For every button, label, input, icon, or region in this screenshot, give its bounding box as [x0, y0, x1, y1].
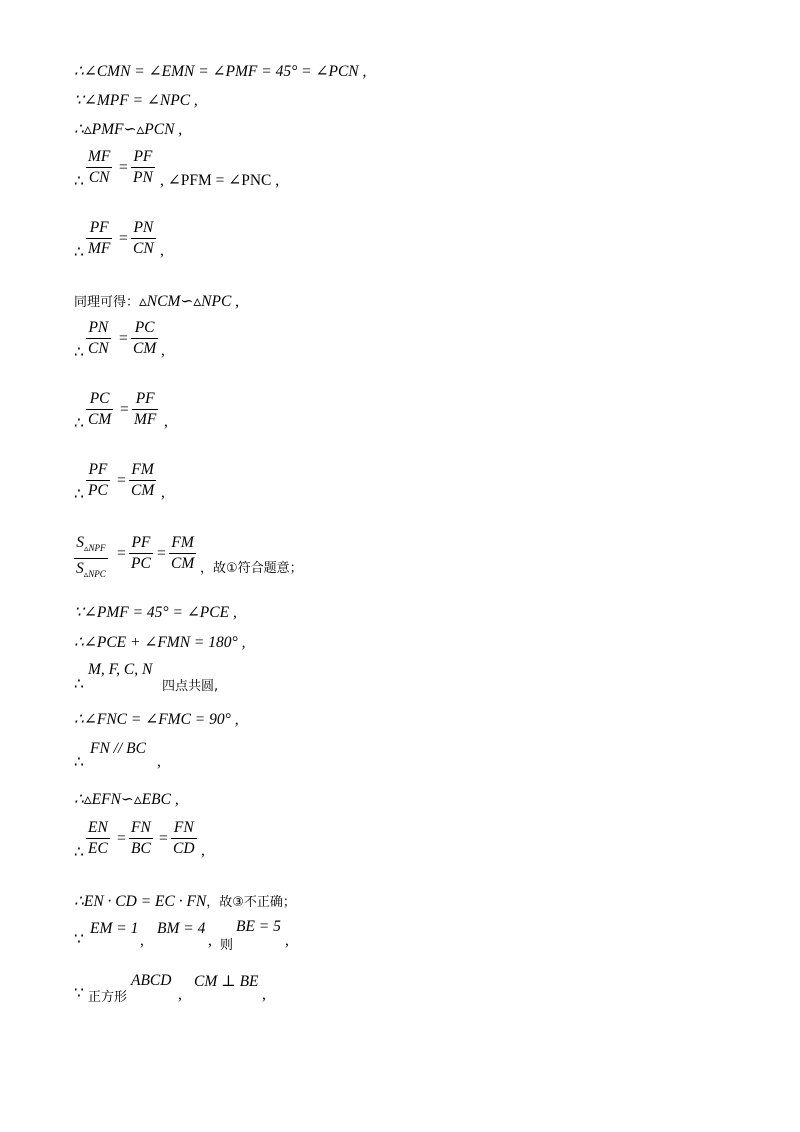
therefore-symbol: ∴ [74, 676, 84, 693]
proof-line-18: ∴EN · CD = EC · FN，故③不正确； [74, 893, 296, 910]
fraction: $\frac{EN}{EC}$ [88, 819, 108, 857]
because-symbol: ∵ [74, 931, 84, 948]
therefore-symbol: ∴ [74, 344, 84, 361]
fraction: $\frac{PF}{MF}$ [88, 219, 111, 257]
therefore-symbol: ∴ [74, 415, 84, 432]
fraction: $\frac{PF}{PC}$ [88, 461, 108, 499]
fraction: $\frac{PF}{MF}$ [134, 390, 157, 428]
fraction: $\frac{FM}{CM}$ [131, 461, 155, 499]
proof-line-12: ∴∠PCE + ∠FMN = 180° , [74, 634, 246, 651]
fraction: $\frac{MF}{CN}$ [88, 148, 111, 186]
therefore-symbol: ∴ [74, 844, 84, 861]
therefore-symbol: ∴ [74, 754, 84, 771]
fraction: $\frac{PC}{CM}$ [133, 319, 157, 357]
fraction: $\frac{PF}{PC}$ [131, 534, 151, 572]
fraction: $\frac{FN}{BC}$ [131, 819, 151, 857]
therefore-symbol: ∴ [74, 244, 84, 261]
proof-line-3: ∴▵PMF∽▵PCN , [74, 121, 183, 138]
therefore-symbol: ∴ [74, 173, 84, 190]
proof-line-11: ∵∠PMF = 45° = ∠PCE , [74, 604, 237, 621]
proof-line-1: ∴∠CMN = ∠EMN = ∠PMF = 45° = ∠PCN , [74, 63, 367, 80]
area-ratio-fraction: $S_{▵NPF}$ $S_{▵NPC}$ [76, 534, 106, 580]
proof-line-2: ∵∠MPF = ∠NPC , [74, 92, 198, 109]
because-symbol: ∵ [74, 985, 84, 1002]
fraction: $\frac{PN}{CN}$ [88, 319, 109, 357]
fraction: $\frac{PC}{CM}$ [88, 390, 112, 428]
fraction: $\frac{FM}{CM}$ [171, 534, 195, 572]
fraction: $\frac{PN}{CN}$ [133, 219, 154, 257]
conclusion-text: ，故①符合题意； [200, 561, 303, 576]
fraction: $\frac{FN}{CD}$ [173, 819, 195, 857]
therefore-symbol: ∴ [74, 486, 84, 503]
proof-line-16: ∴▵EFN∽▵EBC , [74, 791, 179, 808]
fraction: $\frac{PF}{PN}$ [133, 148, 153, 186]
proof-line-14: ∴∠FNC = ∠FMC = 90° , [74, 711, 239, 728]
proof-line-6: 同理可得：▵NCM∽▵NPC , [74, 293, 240, 310]
